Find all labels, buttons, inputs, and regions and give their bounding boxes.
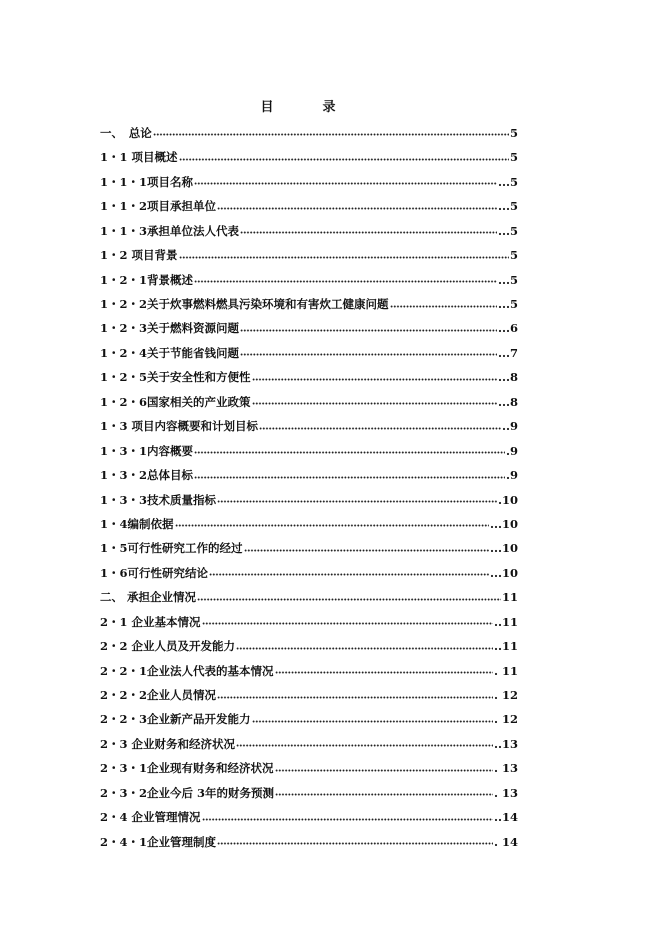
toc-entry-label: 1・3 项目内容概要和计划目标 bbox=[100, 419, 259, 434]
toc-entry-page: ...5 bbox=[497, 223, 518, 238]
toc-entry-label: 1・6可行性研究结论 bbox=[100, 565, 209, 580]
toc-leader-dots bbox=[209, 573, 489, 576]
table-of-contents bbox=[100, 117, 518, 850]
toc-entry-label: 2・2・1企业法人代表的基本情况 bbox=[100, 663, 274, 678]
toc-leader-dots bbox=[240, 353, 497, 356]
toc-leader-dots bbox=[153, 133, 509, 136]
toc-entry-label: 2・3 企业财务和经济状况 bbox=[100, 736, 236, 751]
toc-entry bbox=[100, 117, 518, 141]
toc-entry-label: 2・2・3企业新产品开发能力 bbox=[100, 712, 251, 727]
toc-entry bbox=[100, 386, 518, 410]
page-title: 目 录 bbox=[260, 100, 354, 115]
toc-entry-label: 1・1・2项目承担单位 bbox=[100, 199, 217, 214]
toc-entry-page: ..11 bbox=[493, 614, 518, 629]
toc-entry-page: ...10 bbox=[489, 565, 518, 580]
toc-leader-dots bbox=[202, 818, 493, 821]
toc-leader-dots bbox=[217, 207, 497, 210]
toc-entry bbox=[100, 166, 518, 190]
toc-entry bbox=[100, 777, 518, 801]
toc-leader-dots bbox=[236, 647, 493, 650]
toc-entry-page: 5 bbox=[509, 125, 518, 140]
toc-entry-label: 1・3・3技术质量指标 bbox=[100, 492, 217, 507]
toc-entry-label: 2・3・2企业今后 3年的财务预测 bbox=[100, 785, 275, 800]
toc-entry bbox=[100, 655, 518, 679]
toc-entry bbox=[100, 435, 518, 459]
toc-leader-dots bbox=[275, 671, 493, 674]
toc-entry bbox=[100, 752, 518, 776]
toc-entry-page: .10 bbox=[497, 492, 518, 507]
toc-leader-dots bbox=[217, 500, 497, 503]
toc-entry-page: ...7 bbox=[497, 345, 518, 360]
toc-entry bbox=[100, 581, 518, 605]
toc-entry-label: 一、 总论 bbox=[100, 125, 152, 140]
toc-entry-label: 二、 承担企业情况 bbox=[100, 590, 197, 605]
toc-leader-dots bbox=[390, 305, 497, 308]
toc-entry-page: . 14 bbox=[493, 834, 518, 849]
toc-leader-dots bbox=[202, 622, 493, 625]
toc-entry-page: . 12 bbox=[493, 712, 518, 727]
toc-leader-dots bbox=[217, 842, 493, 845]
toc-entry-page: 5 bbox=[509, 248, 518, 263]
toc-entry bbox=[100, 459, 518, 483]
toc-leader-dots bbox=[197, 598, 501, 601]
toc-entry-label: 1・2・6国家相关的产业政策 bbox=[100, 394, 251, 409]
toc-leader-dots bbox=[217, 696, 493, 699]
toc-entry bbox=[100, 361, 518, 385]
toc-entry-label: 2・4・1企业管理制度 bbox=[100, 834, 217, 849]
toc-entry bbox=[100, 801, 518, 825]
toc-leader-dots bbox=[275, 793, 493, 796]
toc-entry bbox=[100, 215, 518, 239]
toc-entry-label: 1・1・1项目名称 bbox=[100, 174, 194, 189]
toc-entry-label: 1・1 项目概述 bbox=[100, 150, 178, 165]
toc-leader-dots bbox=[259, 427, 501, 430]
toc-leader-dots bbox=[240, 231, 497, 234]
toc-entry-label: 1・2 项目背景 bbox=[100, 248, 178, 263]
toc-leader-dots bbox=[194, 451, 505, 454]
toc-entry-page: ...6 bbox=[497, 321, 518, 336]
toc-entry-label: 1・1・3承担单位法人代表 bbox=[100, 223, 240, 238]
toc-entry bbox=[100, 508, 518, 532]
toc-entry-page: 11 bbox=[501, 590, 518, 605]
toc-entry bbox=[100, 337, 518, 361]
toc-entry-page: . 12 bbox=[493, 688, 518, 702]
toc-entry-label: 1・3・2总体目标 bbox=[100, 468, 194, 483]
toc-entry bbox=[100, 532, 518, 556]
toc-leader-dots bbox=[194, 182, 497, 185]
toc-leader-dots bbox=[194, 476, 505, 479]
toc-leader-dots bbox=[275, 769, 493, 772]
toc-entry-label: 2・4 企业管理情况 bbox=[100, 810, 201, 825]
toc-entry bbox=[100, 728, 518, 752]
toc-entry-label: 2・2・2企业人员情况 bbox=[100, 688, 217, 702]
toc-entry-label: 1・4编制依据 bbox=[100, 516, 174, 531]
toc-entry bbox=[100, 190, 518, 214]
toc-entry-page: ..13 bbox=[493, 736, 518, 751]
toc-leader-dots bbox=[236, 744, 493, 747]
toc-entry-page: ...8 bbox=[497, 370, 518, 385]
toc-entry-label: 2・2 企业人员及开发能力 bbox=[100, 639, 236, 654]
toc-leader-dots bbox=[244, 549, 489, 552]
toc-entry bbox=[100, 410, 518, 434]
toc-entry bbox=[100, 606, 518, 630]
toc-entry bbox=[100, 239, 518, 263]
toc-leader-dots bbox=[252, 402, 497, 405]
toc-entry bbox=[100, 679, 518, 703]
toc-entry-page: . 13 bbox=[493, 785, 518, 800]
toc-leader-dots bbox=[175, 524, 489, 527]
toc-entry bbox=[100, 557, 518, 581]
toc-entry-page: ..9 bbox=[501, 419, 518, 434]
toc-entry-label: 1・2・4关于节能省钱问题 bbox=[100, 345, 240, 360]
toc-leader-dots bbox=[179, 158, 509, 161]
toc-leader-dots bbox=[194, 280, 497, 283]
toc-entry-page: .9 bbox=[505, 443, 518, 458]
toc-leader-dots bbox=[252, 378, 497, 381]
toc-leader-dots bbox=[240, 329, 497, 332]
toc-entry-page: . 11 bbox=[493, 663, 518, 678]
toc-entry-page: 5 bbox=[509, 150, 518, 165]
toc-entry bbox=[100, 630, 518, 654]
toc-entry-page: ...5 bbox=[497, 297, 518, 311]
toc-entry-page: ..11 bbox=[493, 639, 518, 654]
toc-entry-label: 1・2・5关于安全性和方便性 bbox=[100, 370, 251, 385]
toc-entry-page: ...10 bbox=[489, 541, 518, 556]
toc-entry-label: 2・1 企业基本情况 bbox=[100, 614, 201, 629]
toc-entry-page: ...8 bbox=[497, 394, 518, 409]
toc-entry-label: 1・3・1内容概要 bbox=[100, 443, 194, 458]
toc-entry-label: 1・2・3关于燃料资源问题 bbox=[100, 321, 240, 336]
toc-entry-page: .9 bbox=[505, 468, 518, 483]
toc-entry-page: ...5 bbox=[497, 199, 518, 214]
toc-entry-label: 1・2・2关于炊事燃料燃具污染环境和有害炊工健康问题 bbox=[100, 297, 389, 311]
toc-leader-dots bbox=[252, 720, 493, 723]
toc-entry-label: 2・3・1企业现有财务和经济状况 bbox=[100, 761, 274, 776]
toc-entry bbox=[100, 484, 518, 508]
toc-entry-page: ...5 bbox=[497, 272, 518, 287]
toc-leader-dots bbox=[179, 256, 509, 259]
toc-entry-page: ...10 bbox=[489, 516, 518, 531]
toc-entry bbox=[100, 288, 518, 312]
toc-entry bbox=[100, 141, 518, 165]
toc-entry-label: 1・2・1背景概述 bbox=[100, 272, 194, 287]
toc-entry bbox=[100, 264, 518, 288]
toc-entry bbox=[100, 826, 518, 850]
toc-entry bbox=[100, 704, 518, 728]
toc-entry bbox=[100, 313, 518, 337]
toc-entry-label: 1・5可行性研究工作的经过 bbox=[100, 541, 243, 556]
toc-entry-page: ..14 bbox=[493, 810, 518, 825]
toc-entry-page: . 13 bbox=[493, 761, 518, 776]
toc-entry-page: ...5 bbox=[497, 174, 518, 189]
